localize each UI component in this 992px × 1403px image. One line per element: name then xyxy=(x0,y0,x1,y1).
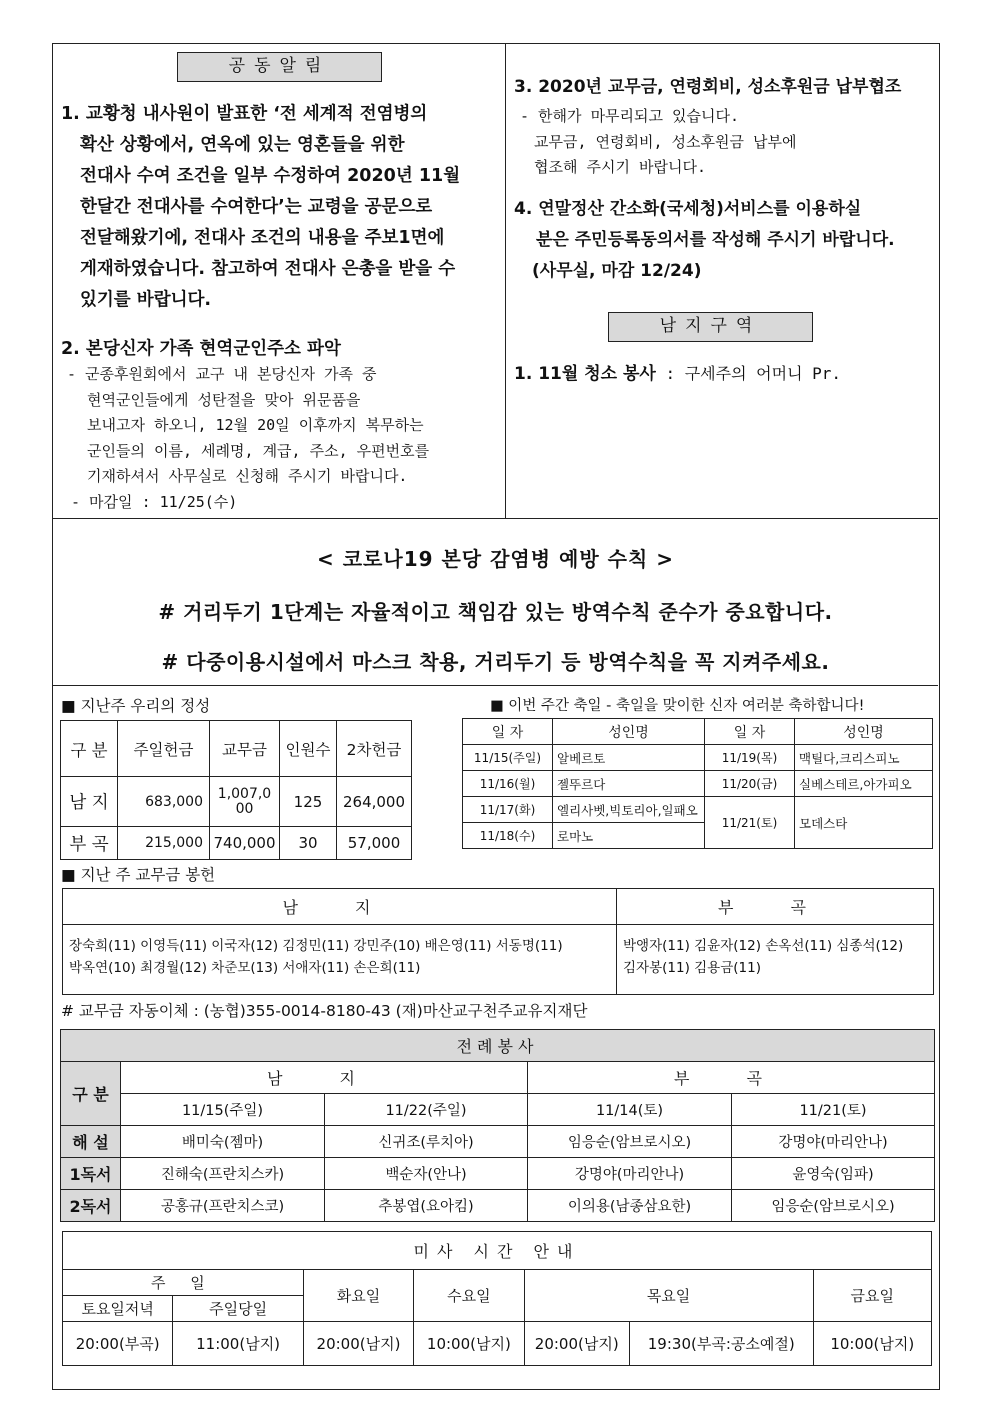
district-item-head: 1. 11월 청소 봉사 xyxy=(514,364,656,384)
offering-header: 교무금 xyxy=(210,721,280,777)
covid-rule-2: # 다중이용시설에서 마스크 착용, 거리두기 등 방역수칙을 꼭 지켜주세요. xyxy=(161,650,830,674)
service-group-row xyxy=(61,1062,935,1094)
notice-2-line: 군인들의 이름, 세례명, 계급, 주소, 우편번호를 xyxy=(87,441,430,460)
feast-row xyxy=(463,771,933,797)
offering-row-label: 부 곡 xyxy=(61,827,118,860)
offering-cell: 683,000 xyxy=(118,777,210,827)
notice-1-line: 게재하였습니다. 참고하여 전대사 은총을 받을 수 xyxy=(80,259,456,279)
service-cell: 공홍규(프란치스코) xyxy=(121,1190,325,1222)
service-cell: 진해숙(프란치스카) xyxy=(121,1158,325,1190)
mass-table xyxy=(62,1231,932,1366)
feast-table xyxy=(462,718,933,849)
district-item xyxy=(514,359,841,387)
service-row xyxy=(61,1126,935,1158)
service-cell: 강명야(마리안나) xyxy=(732,1126,935,1158)
notices-left-column xyxy=(53,44,506,519)
service-cell: 이의용(남종삼요한) xyxy=(528,1190,732,1222)
service-group-bugok: 부 곡 xyxy=(528,1062,935,1094)
notices-title: 공동알림 xyxy=(177,52,382,82)
service-date: 11/15(주일) xyxy=(121,1094,325,1126)
tithe-col-bugok: 부 곡 xyxy=(617,889,934,925)
mass-time-row xyxy=(63,1322,932,1366)
tithe-names-line: 장숙희(11) 이영득(11) 이국자(12) 김정민(11) 강민주(10) 배은영(11) 서동명(11) xyxy=(69,938,563,954)
tithe-names-namji xyxy=(63,925,617,995)
tithe-body-row xyxy=(63,925,934,995)
notice-3-line: 협조해 주시기 바랍니다. xyxy=(534,158,706,176)
feast-row xyxy=(463,745,933,771)
service-date: 11/22(주일) xyxy=(325,1094,528,1126)
notices-right-column xyxy=(506,44,938,519)
notice-4-line: 분은 주민등록동의서를 작성해 주시기 바랍니다. xyxy=(536,230,895,250)
mass-sun-day: 주일당일 xyxy=(173,1296,303,1322)
notice-2-line: 보내고자 하오니, 12월 20일 이후까지 복무하는 xyxy=(87,416,424,434)
notices-section xyxy=(53,44,938,519)
service-cell: 강명야(마리안나) xyxy=(528,1158,732,1190)
offering-row-label: 남 지 xyxy=(61,777,118,827)
offering-header: 주일헌금 xyxy=(118,721,210,777)
mass-sat-eve: 토요일저녁 xyxy=(63,1296,173,1322)
feast-date: 11/18(수) xyxy=(463,823,553,849)
feast-saint: 젤뚜르다 xyxy=(553,771,705,797)
service-row xyxy=(61,1158,935,1190)
feast-saint: 엘리사벳,빅토리아,일패오 xyxy=(553,797,705,823)
feast-saint: 로마노 xyxy=(553,823,705,849)
feast-header: 성인명 xyxy=(795,719,933,745)
notice-2-line: 기재하셔서 사무실로 신청해 주시기 바랍니다. xyxy=(87,467,408,485)
offering-cell: 215,000 xyxy=(118,827,210,860)
notice-2-line: - 군종후원회에서 교구 내 본당신자 가족 중 xyxy=(67,365,377,383)
service-row-head: 구 분 xyxy=(61,1062,121,1126)
covid-rule-1: # 거리두기 1단계는 자율적이고 책임감 있는 방역수칙 준수가 중요합니다. xyxy=(158,600,833,624)
tithe-names-line: 박옥연(10) 최경월(12) 차준모(13) 서애자(11) 손은희(11) xyxy=(69,960,421,976)
offering-table xyxy=(60,720,412,860)
mass-time: 19:30(부곡:공소예절) xyxy=(629,1322,813,1366)
service-cell: 임응순(암브로시오) xyxy=(528,1126,732,1158)
feast-date: 11/15(주일) xyxy=(463,745,553,771)
offering-header: 인원수 xyxy=(280,721,337,777)
feast-saint: 모데스타 xyxy=(795,797,933,849)
mass-title: 미사 시간 안내 xyxy=(63,1232,932,1270)
feast-saint: 맥틸다,크리스피노 xyxy=(795,745,933,771)
notice-4-line: 4. 연말정산 간소화(국세청)서비스를 이용하실 xyxy=(514,199,862,219)
offering-header: 2차헌금 xyxy=(337,721,412,777)
mass-time: 20:00(남지) xyxy=(524,1322,629,1366)
notice-1-line: 한달간 전대사를 수여한다’는 교령을 공문으로 xyxy=(80,197,433,217)
tithe-col-namji: 남 지 xyxy=(63,889,617,925)
service-table xyxy=(60,1029,935,1222)
notice-2-deadline: - 마감일 : 11/25(수) xyxy=(71,492,238,511)
tithe-names-line: 박앵자(11) 김윤자(12) 손옥선(11) 심종석(12) xyxy=(623,938,904,954)
notice-1-line: 전달해왔기에, 전대사 조건의 내용을 주보1면에 xyxy=(80,228,445,248)
covid-title: < 코로나19 본당 감염병 예방 수칙 > xyxy=(317,547,674,571)
district-item-text: : 구세주의 어머니 Pr. xyxy=(655,364,842,383)
service-group-namji: 남 지 xyxy=(121,1062,528,1094)
tithe-auto-transfer: # 교무금 자동이체 : (농협)355-0014-8180-43 (재)마산교구천주교유지재단 xyxy=(61,1002,588,1020)
offering-row xyxy=(61,777,412,827)
notice-1-line: 있기를 바랍니다. xyxy=(80,290,212,310)
service-cell: 신귀조(루치아) xyxy=(325,1126,528,1158)
offering-cell: 1,007,000 xyxy=(210,777,280,827)
service-cell: 임응순(암브로시오) xyxy=(732,1190,935,1222)
tithe-names-line: 김자봉(11) 김용금(11) xyxy=(623,960,761,976)
bulletin-frame xyxy=(52,43,940,1390)
offering-cell: 30 xyxy=(280,827,337,860)
notice-3-body xyxy=(520,104,797,181)
service-row-label: 2독서 xyxy=(61,1190,121,1222)
tithe-names-bugok xyxy=(617,925,934,995)
mass-day: 목요일 xyxy=(524,1270,813,1322)
service-title: 전례봉사 xyxy=(61,1030,935,1062)
feast-saint: 실베스테르,아가피오 xyxy=(795,771,933,797)
tithe-header-row xyxy=(63,889,934,925)
notice-1-line: 확산 상황에서, 연옥에 있는 영혼들을 위한 xyxy=(80,135,405,155)
district-title: 남지구역 xyxy=(608,312,813,342)
mass-time: 11:00(남지) xyxy=(173,1322,303,1366)
feast-date: 11/17(화) xyxy=(463,797,553,823)
feast-title: ■ 이번 주간 축일 - 축일을 맞이한 신자 여러분 축하합니다! xyxy=(490,698,865,714)
mass-time: 10:00(남지) xyxy=(414,1322,524,1366)
offering-header: 구 분 xyxy=(61,721,118,777)
feast-date: 11/21(토) xyxy=(705,797,795,849)
notice-4-line: (사무실, 마감 12/24) xyxy=(532,261,702,281)
feast-saint: 알베르토 xyxy=(553,745,705,771)
notice-2-heading: 2. 본당신자 가족 현역군인주소 파악 xyxy=(61,339,341,359)
feast-date: 11/20(금) xyxy=(705,771,795,797)
offering-cell: 264,000 xyxy=(337,777,412,827)
service-row-label: 해 설 xyxy=(61,1126,121,1158)
offering-header-row xyxy=(61,721,412,777)
mass-day: 금요일 xyxy=(813,1270,931,1322)
feast-date: 11/19(목) xyxy=(705,745,795,771)
mass-day: 화요일 xyxy=(303,1270,413,1322)
service-title-row xyxy=(61,1030,935,1062)
notice-2-line: 현역군인들에게 성탄절을 맞아 위문품을 xyxy=(87,390,361,409)
notice-3-heading: 3. 2020년 교무금, 연령회비, 성소후원금 납부협조 xyxy=(514,77,902,97)
service-row-label: 1독서 xyxy=(61,1158,121,1190)
notice-4 xyxy=(514,194,934,287)
notice-1-line: 1. 교황청 내사원이 발표한 ‘전 세계적 전염병의 xyxy=(61,104,428,124)
service-row xyxy=(61,1190,935,1222)
feast-header: 성인명 xyxy=(553,719,705,745)
feast-date: 11/16(월) xyxy=(463,771,553,797)
offering-cell: 125 xyxy=(280,777,337,827)
service-cell: 추봉엽(요아킴) xyxy=(325,1190,528,1222)
notice-1 xyxy=(61,99,501,316)
mass-time: 10:00(남지) xyxy=(813,1322,931,1366)
mass-time: 20:00(남지) xyxy=(303,1322,413,1366)
feast-header-row xyxy=(463,719,933,745)
mass-day: 수요일 xyxy=(414,1270,524,1322)
service-date-row xyxy=(61,1094,935,1126)
notice-3-line: - 한해가 마무리되고 있습니다. xyxy=(520,107,740,125)
mass-header-row xyxy=(63,1270,932,1296)
tithe-title: ■ 지난 주 교무금 봉헌 xyxy=(61,866,216,884)
mass-sunday: 주 일 xyxy=(63,1270,304,1296)
offering-row xyxy=(61,827,412,860)
notice-2-body xyxy=(67,362,505,515)
feast-row xyxy=(463,797,933,823)
service-date: 11/21(토) xyxy=(732,1094,935,1126)
service-date: 11/14(토) xyxy=(528,1094,732,1126)
offering-cell: 740,000 xyxy=(210,827,280,860)
offering-title: ■ 지난주 우리의 정성 xyxy=(61,697,211,715)
service-cell: 배미숙(젬마) xyxy=(121,1126,325,1158)
notice-3-line: 교무금, 연령회비, 성소후원금 납부에 xyxy=(534,132,797,151)
covid-section xyxy=(53,521,938,686)
offering-cell: 57,000 xyxy=(337,827,412,860)
mass-time: 20:00(부곡) xyxy=(63,1322,173,1366)
feast-header: 일 자 xyxy=(463,719,553,745)
notice-1-line: 전대사 수여 조건을 일부 수정하여 2020년 11월 xyxy=(80,166,461,186)
feast-header: 일 자 xyxy=(705,719,795,745)
tithe-table xyxy=(62,888,934,995)
service-cell: 윤영숙(임파) xyxy=(732,1158,935,1190)
mass-title-row xyxy=(63,1232,932,1270)
service-cell: 백순자(안나) xyxy=(325,1158,528,1190)
